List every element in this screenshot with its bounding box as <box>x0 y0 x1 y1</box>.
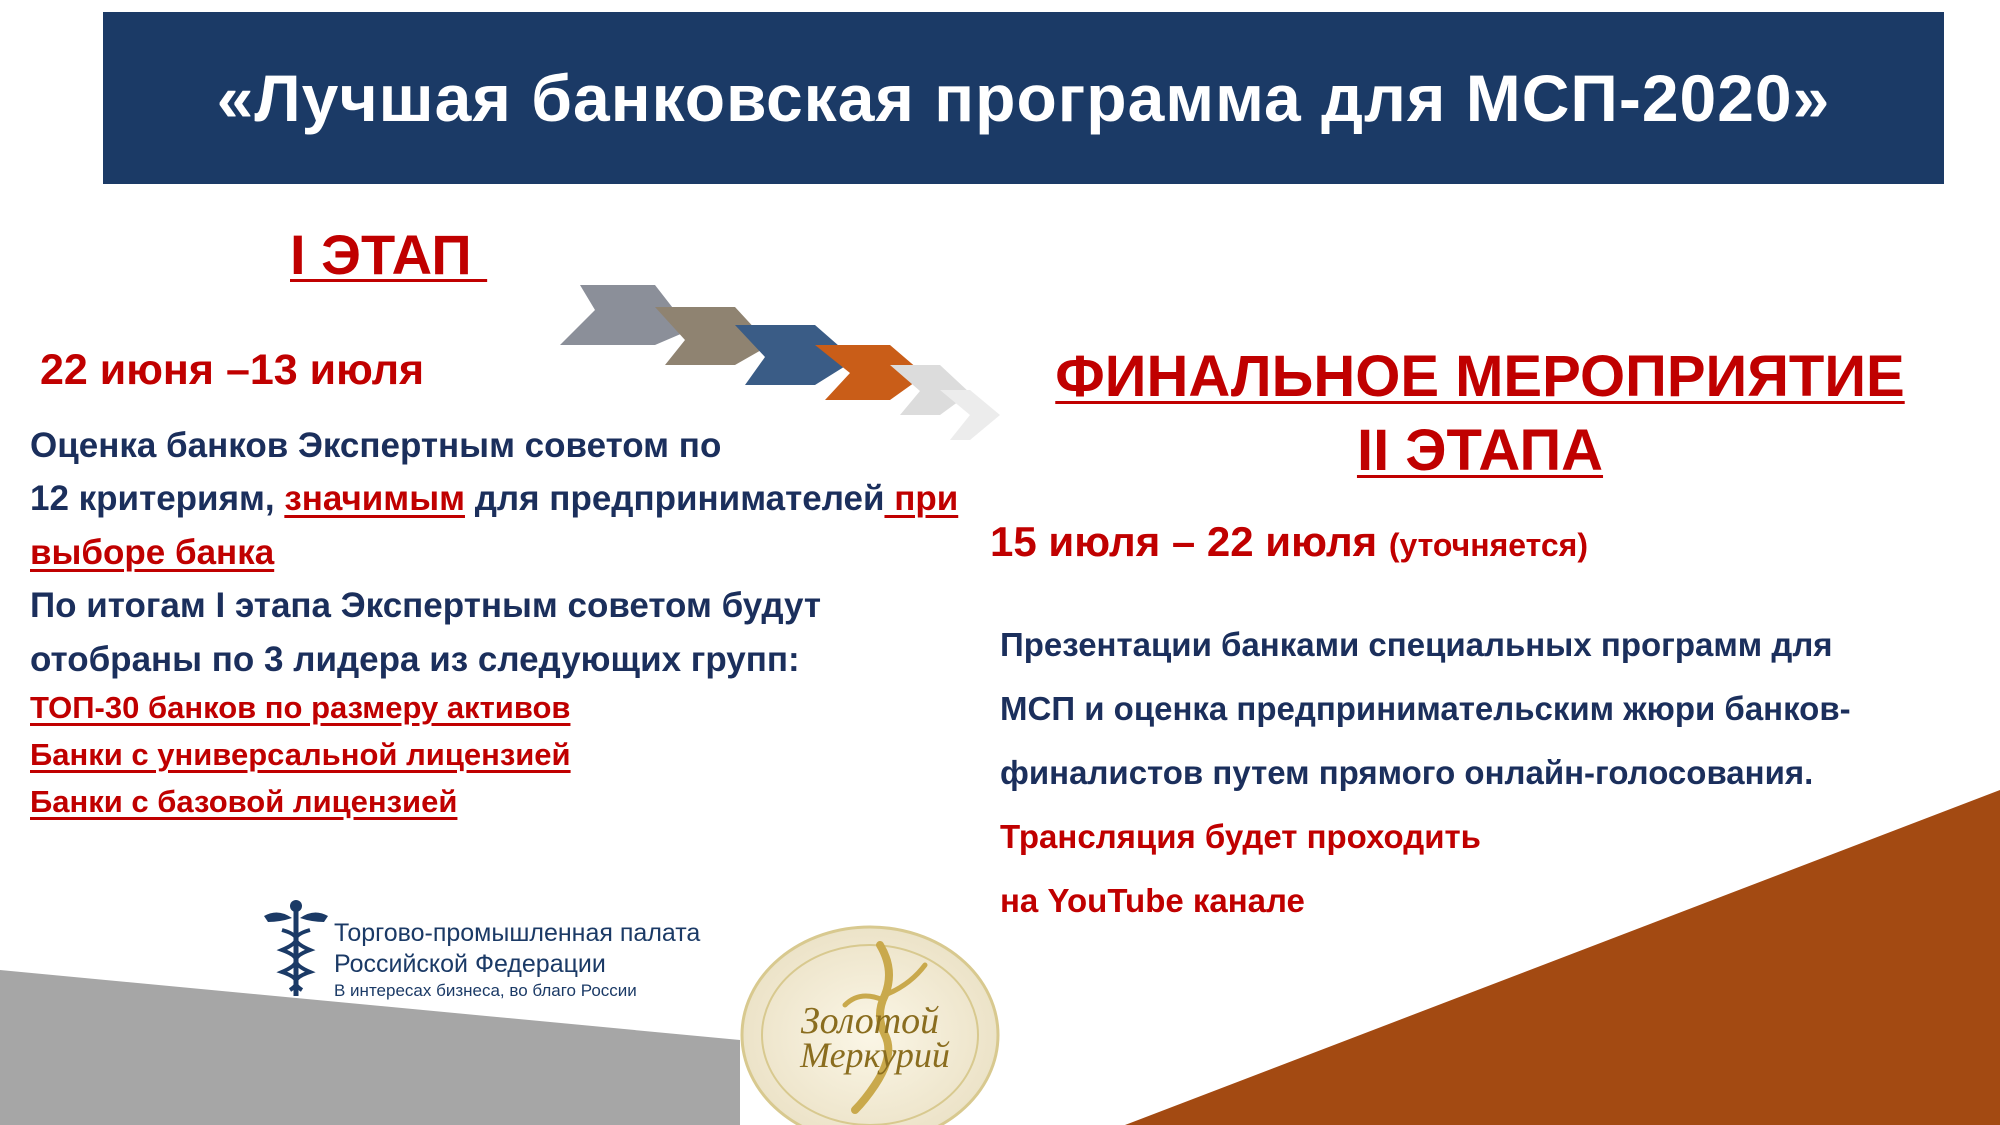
stage1-line2-d: при <box>884 479 959 518</box>
page-title: «Лучшая банковская программа для МСП-2020» <box>216 61 1831 135</box>
final-dates-range: 15 июля – 22 июля <box>990 518 1378 565</box>
golden-mercury-seal-icon <box>735 925 1005 1125</box>
final-line3: финалистов путем прямого онлайн-голосования. <box>1000 754 1814 791</box>
stage1-line2 <box>30 481 958 516</box>
final-line5: на YouTube канале <box>1000 882 1305 919</box>
final-dates-note: (уточняется) <box>1388 527 1588 563</box>
group-item-universal: Банки с универсальной лицензией <box>30 737 571 772</box>
chevron-light2-icon <box>940 390 1000 440</box>
tpp-caduceus-icon <box>262 898 330 998</box>
stage1-title: I ЭТАП <box>290 223 488 286</box>
stage1-line5: отобраны по 3 лидера из следующих групп: <box>30 640 800 679</box>
tpp-line3: В интересах бизнеса, во благо России <box>334 981 637 1000</box>
final-line2: МСП и оценка предпринимательским жюри банков- <box>1000 690 1851 727</box>
group-item-basic: Банки с базовой лицензией <box>30 784 458 819</box>
stage1-line2-b: значимым <box>284 479 465 518</box>
final-title-line2: II ЭТАПА <box>1356 418 1604 484</box>
stage1-line4: По итогам I этапа Экспертным советом будут <box>30 586 822 625</box>
tpp-line2: Российской Федерации <box>334 950 606 978</box>
group-item-top30: ТОП-30 банков по размеру активов <box>30 690 571 725</box>
mercury-script2: Меркурий <box>800 1035 950 1075</box>
stage1-line2-a: 12 критериям, <box>30 479 285 518</box>
final-dates <box>990 518 1588 566</box>
stage1-line2-c: для предпринимателей <box>464 479 885 518</box>
final-line4: Трансляция будет проходить <box>1000 818 1481 855</box>
final-line1: Презентации банками специальных программ для <box>1000 626 1833 663</box>
mercury-script1: Золотой <box>800 1000 940 1042</box>
stage1-dates: 22 июня –13 июля <box>40 346 425 394</box>
final-title-line1: ФИНАЛЬНОЕ МЕРОПРИЯТИЕ <box>1055 344 1905 409</box>
final-title <box>1000 340 1960 488</box>
header-banner <box>103 12 1944 184</box>
stage1-line3: выборе банка <box>30 533 275 572</box>
tpp-line1: Торгово-промышленная палата <box>334 919 701 947</box>
stage1-line1: Оценка банков Экспертным советом по <box>30 426 722 465</box>
tpp-logo-text <box>334 918 700 1002</box>
